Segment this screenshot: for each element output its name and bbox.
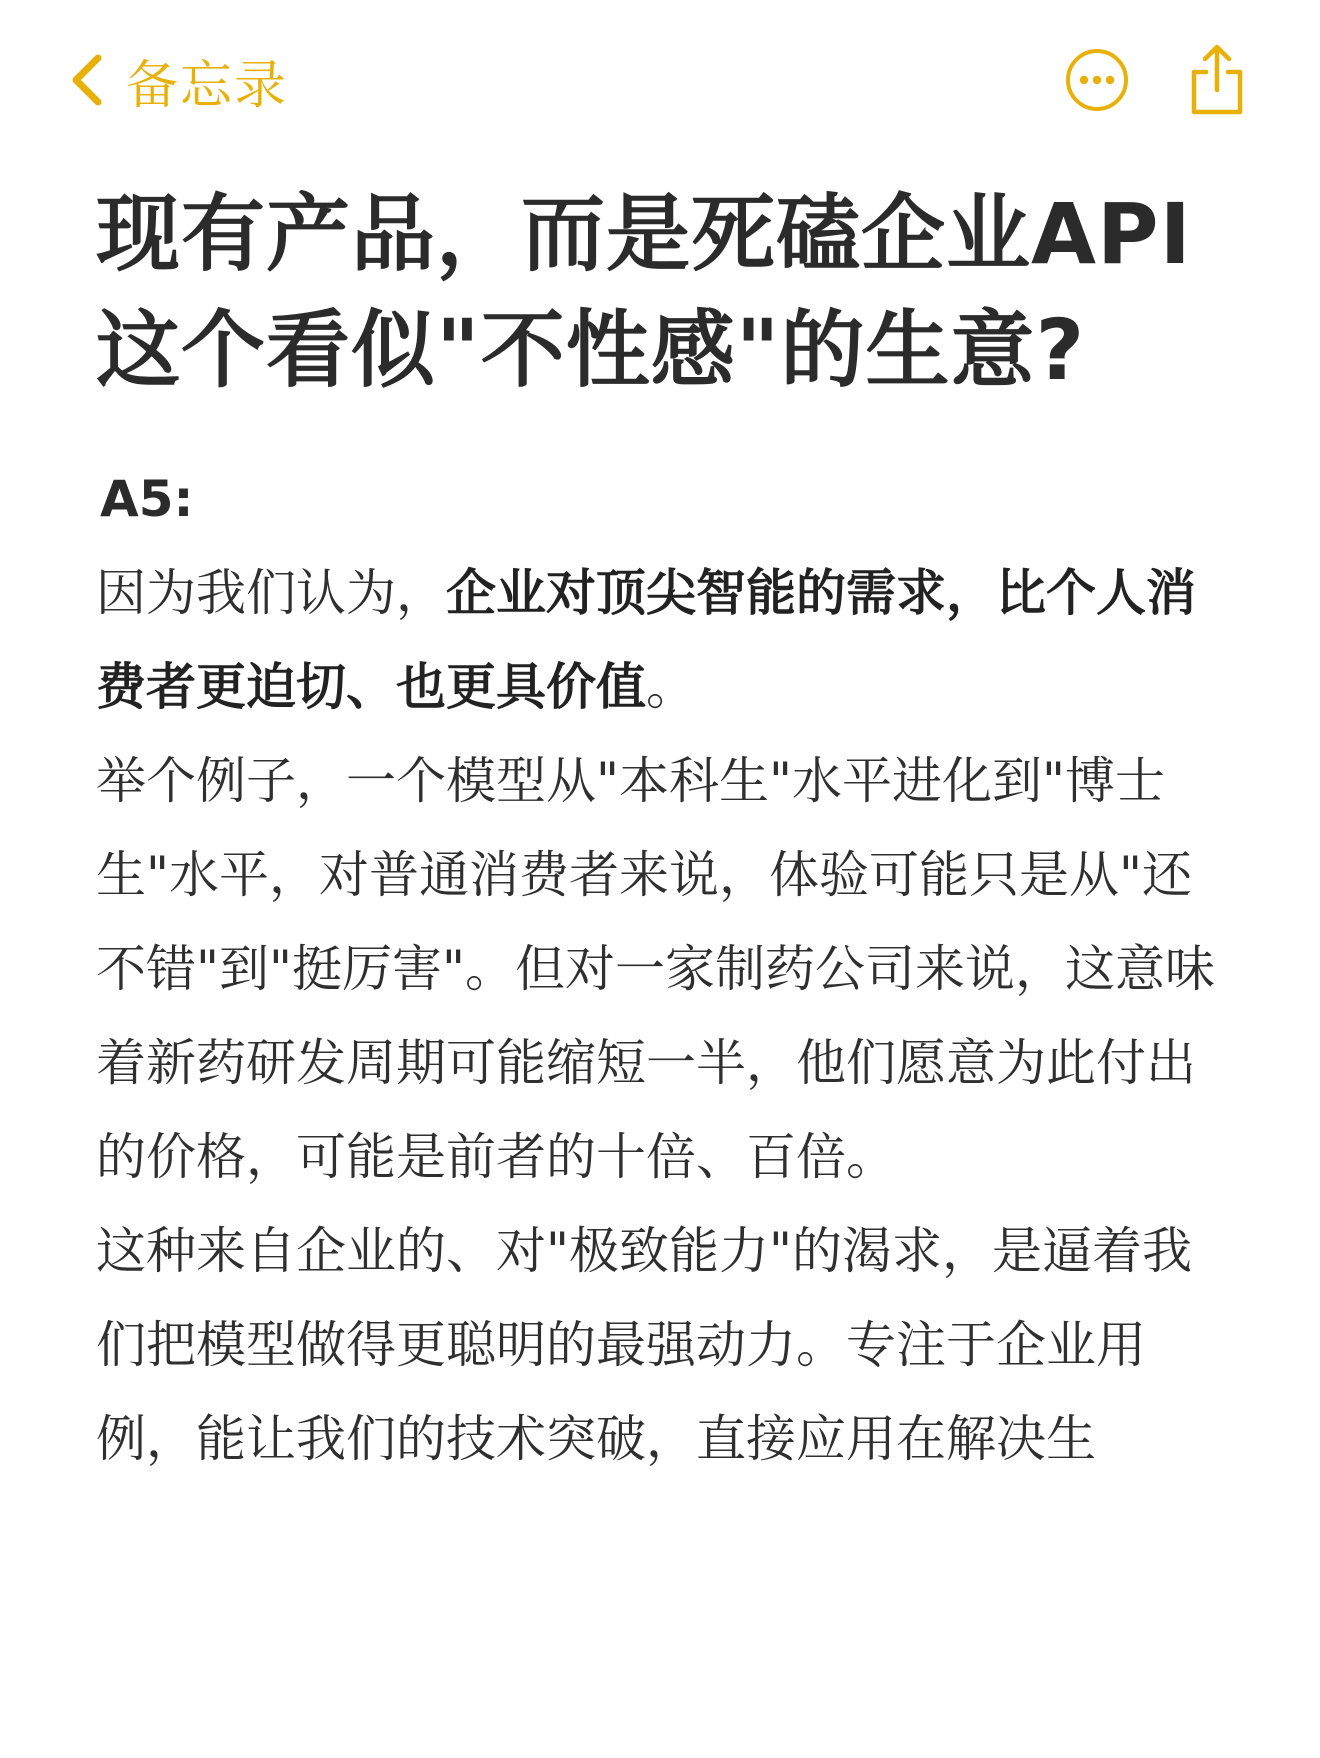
answer-paragraph-2: 举个例子，一个模型从"本科生"水平进化到"博士生"水平，对普通消费者来说，体验可能只是从"还不错"到"挺厉害"。但对一家制药公司来说，这意味着新药研发周期可能缩短一半，他们愿意为此付出的价格，可能是前者的十倍、百倍。 (96, 752, 1215, 1186)
back-button[interactable] (68, 48, 289, 116)
share-icon[interactable] (1186, 42, 1248, 118)
ellipsis-circle-icon[interactable] (1064, 47, 1130, 113)
navigation-bar (0, 0, 1320, 160)
note-title: 现有产品，而是死磕企业API这个看似"不性感"的生意? (96, 185, 1192, 399)
answer-p1-bold: 企业对顶尖智能的需求，比个人消费者更迫切、也更具价值 (96, 564, 1196, 716)
answer-paragraph-3: 这种来自企业的、对"极致能力"的渴求，是逼着我们把模型做得更聪明的最强动力。专注于企业用例，能让我们的技术突破，直接应用在解决生 (96, 1222, 1192, 1468)
note-content[interactable] (96, 176, 1236, 1486)
note-body (96, 452, 1236, 1486)
qa-label: A5: (100, 470, 194, 528)
back-label: 备忘录 (126, 55, 289, 116)
answer-paragraph-1 (96, 546, 1236, 734)
answer-p1-normal: 因为我们认为， (96, 564, 446, 622)
chevron-left-icon (68, 52, 108, 108)
answer-p1-end: 。 (646, 658, 696, 716)
